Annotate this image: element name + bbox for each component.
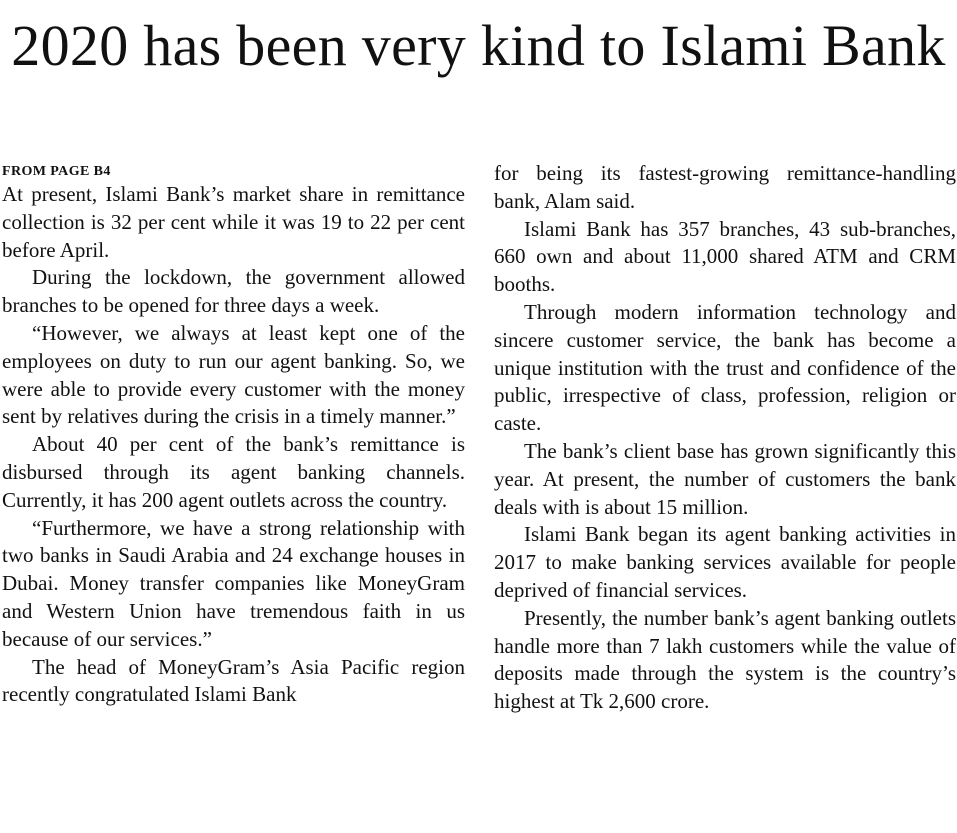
jump-label: FROM PAGE B4 [2,164,111,179]
paragraph: for being its fastest-growing remittance-handling bank, Alam said. [494,161,956,213]
headline: 2020 has been very kind to Islami Bank [11,13,946,78]
paragraph: Islami Bank began its agent banking activities in 2017 to make banking services available for people deprived of financial services. [494,522,956,602]
paragraph: Presently, the number bank’s agent banking outlets handle more than 7 lakh customers while the value of deposits made through the system is the country’s highest at Tk 2,600 crore. [494,605,956,714]
paragraph: At present, Islami Bank’s market share in remittance collection is 32 per cent while it was 19 to 22 per cent before April. [2,182,465,262]
article-column-right [494,160,956,716]
paragraph: “Furthermore, we have a strong relationship with two banks in Saudi Arabia and 24 exchange houses in Dubai. Money transfer companies like MoneyGram and Western Union have tremendous faith in us because of our services.” [2,515,465,651]
paragraph: Islami Bank has 357 branches, 43 sub-branches, 660 own and about 11,000 shared ATM and CRM booths. [494,216,956,297]
article-column-left [2,163,465,709]
paragraph: The head of MoneyGram’s Asia Pacific region recently congratulated Islami Bank [2,654,465,707]
paragraph: Through modern information technology and sincere customer service, the bank has become a unique institution with the trust and confidence of the public, irrespective of class, profession, religion or caste. [494,299,956,436]
paragraph: “However, we always at least kept one of the employees on duty to run our agent banking. So, we were able to provide every customer with the money sent by relatives during the crisis in a timely manner.” [2,320,465,429]
paragraph: About 40 per cent of the bank’s remittance is disbursed through its agent banking channels. Currently, it has 200 agent outlets across the country. [2,432,465,512]
paragraph: During the lockdown, the government allowed branches to be opened for three days a week. [2,265,465,318]
paragraph: The bank’s client base has grown significantly this year. At present, the number of customers the bank deals with is about 15 million. [494,438,956,519]
